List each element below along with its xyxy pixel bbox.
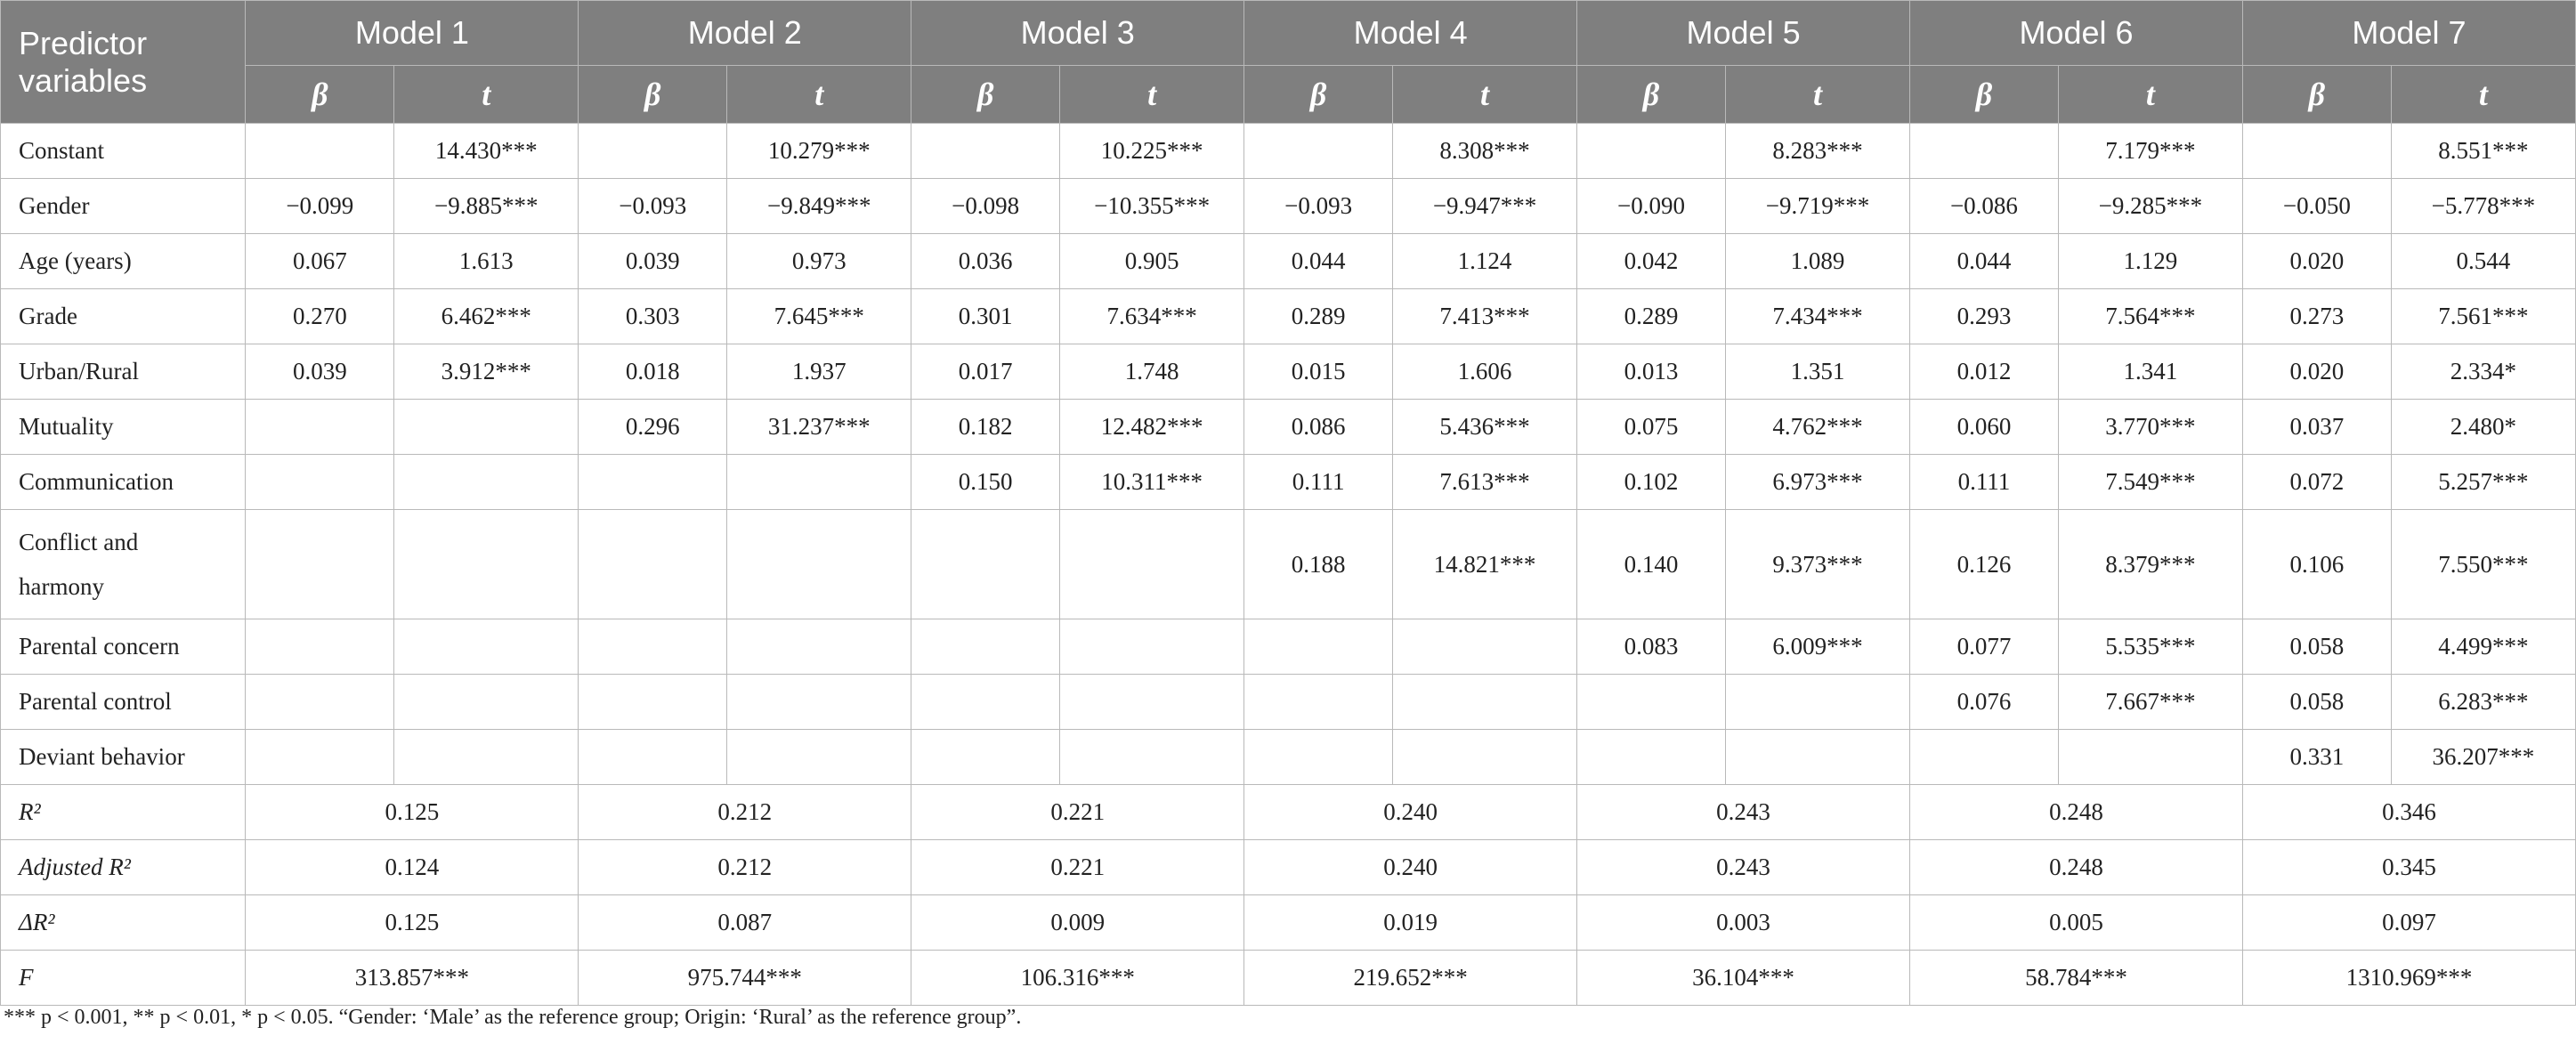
table-cell: 0.303 <box>579 289 727 344</box>
table-cell <box>1393 619 1577 675</box>
table-cell: 0.102 <box>1577 455 1726 510</box>
row-label: Mutuality <box>1 400 246 455</box>
table-cell: 0.039 <box>579 234 727 289</box>
model-5-header: Model 5 <box>1577 1 1910 66</box>
table-cell: 4.499*** <box>2391 619 2575 675</box>
predictor-variables-header: Predictor variables <box>1 1 246 124</box>
table-cell: 0.301 <box>911 289 1060 344</box>
table-cell: −0.093 <box>1244 179 1393 234</box>
table-cell <box>911 675 1060 730</box>
table-cell: 0.182 <box>911 400 1060 455</box>
table-cell: 0.058 <box>2242 675 2391 730</box>
stats-row <box>1 951 2576 1006</box>
stat-value: 0.240 <box>1244 840 1577 895</box>
table-cell: 0.293 <box>1910 289 2059 344</box>
table-cell: 7.613*** <box>1393 455 1577 510</box>
table-cell: 6.462*** <box>394 289 579 344</box>
beta-header-model-2: β <box>579 66 727 124</box>
table-cell: 0.017 <box>911 344 1060 400</box>
stat-label: ΔR² <box>1 895 246 951</box>
table-cell <box>1910 730 2059 785</box>
table-cell: 0.106 <box>2242 510 2391 619</box>
stat-value: 0.345 <box>2242 840 2575 895</box>
table-cell: 6.973*** <box>1725 455 1909 510</box>
stat-value: 0.124 <box>246 840 579 895</box>
table-cell: 7.179*** <box>2058 124 2242 179</box>
table-cell: 0.020 <box>2242 344 2391 400</box>
table-cell <box>727 510 911 619</box>
table-cell <box>1910 124 2059 179</box>
stat-value: 0.087 <box>579 895 911 951</box>
row-label: Grade <box>1 289 246 344</box>
table-cell: 0.188 <box>1244 510 1393 619</box>
table-cell <box>1060 730 1244 785</box>
table-cell: 14.821*** <box>1393 510 1577 619</box>
stats-row <box>1 840 2576 895</box>
t-header-model-4: t <box>1393 66 1577 124</box>
table-cell <box>727 730 911 785</box>
table-cell: 36.207*** <box>2391 730 2575 785</box>
beta-header-model-3: β <box>911 66 1060 124</box>
table-row <box>1 400 2576 455</box>
table-cell: 3.770*** <box>2058 400 2242 455</box>
table-cell: 14.430*** <box>394 124 579 179</box>
table-cell <box>1393 730 1577 785</box>
table-cell: 0.273 <box>2242 289 2391 344</box>
stat-value: 1310.969*** <box>2242 951 2575 1006</box>
table-cell <box>911 619 1060 675</box>
model-4-header: Model 4 <box>1244 1 1577 66</box>
table-cell: 0.289 <box>1577 289 1726 344</box>
table-cell <box>1060 675 1244 730</box>
table-cell: 0.111 <box>1910 455 2059 510</box>
table-cell: 7.561*** <box>2391 289 2575 344</box>
table-cell <box>1725 730 1909 785</box>
table-cell: 10.225*** <box>1060 124 1244 179</box>
table-cell: −0.050 <box>2242 179 2391 234</box>
table-cell: 0.111 <box>1244 455 1393 510</box>
beta-header-model-1: β <box>246 66 394 124</box>
table-cell: 8.379*** <box>2058 510 2242 619</box>
stat-value: 0.221 <box>911 785 1244 840</box>
stat-value: 0.243 <box>1577 785 1910 840</box>
table-cell: 6.283*** <box>2391 675 2575 730</box>
t-header-model-2: t <box>727 66 911 124</box>
table-cell <box>246 455 394 510</box>
table-row <box>1 510 2576 619</box>
table-cell: 4.762*** <box>1725 400 1909 455</box>
table-cell: 5.257*** <box>2391 455 2575 510</box>
t-header-model-3: t <box>1060 66 1244 124</box>
table-cell: 1.124 <box>1393 234 1577 289</box>
row-label: Urban/Rural <box>1 344 246 400</box>
table-cell: −9.719*** <box>1725 179 1909 234</box>
stat-label: R² <box>1 785 246 840</box>
table-cell <box>1244 124 1393 179</box>
row-label: Age (years) <box>1 234 246 289</box>
table-cell: −0.086 <box>1910 179 2059 234</box>
row-label: Communication <box>1 455 246 510</box>
table-cell: 0.067 <box>246 234 394 289</box>
subheader-row <box>1 66 2576 124</box>
row-label: Parental control <box>1 675 246 730</box>
row-label: Gender <box>1 179 246 234</box>
t-header-model-6: t <box>2058 66 2242 124</box>
table-row <box>1 289 2576 344</box>
table-cell: 7.564*** <box>2058 289 2242 344</box>
stat-value: 58.784*** <box>1910 951 2243 1006</box>
table-body <box>1 124 2576 1006</box>
stats-row <box>1 785 2576 840</box>
table-cell: 1.937 <box>727 344 911 400</box>
table-cell: 0.140 <box>1577 510 1726 619</box>
table-cell <box>2058 730 2242 785</box>
table-cell: 6.009*** <box>1725 619 1909 675</box>
table-cell: 0.015 <box>1244 344 1393 400</box>
beta-header-model-6: β <box>1910 66 2059 124</box>
table-cell: 0.036 <box>911 234 1060 289</box>
table-cell <box>579 675 727 730</box>
table-row <box>1 619 2576 675</box>
table-cell: −9.947*** <box>1393 179 1577 234</box>
table-cell <box>1393 675 1577 730</box>
table-cell: 1.089 <box>1725 234 1909 289</box>
row-label: Deviant behavior <box>1 730 246 785</box>
table-cell: 1.606 <box>1393 344 1577 400</box>
table-cell: 10.279*** <box>727 124 911 179</box>
table-cell: 8.551*** <box>2391 124 2575 179</box>
stat-value: 0.009 <box>911 895 1244 951</box>
table-cell: 0.086 <box>1244 400 1393 455</box>
table-cell: 0.039 <box>246 344 394 400</box>
table-cell <box>1725 675 1909 730</box>
table-cell <box>727 619 911 675</box>
table-cell <box>1244 619 1393 675</box>
stat-value: 0.212 <box>579 785 911 840</box>
table-cell: 12.482*** <box>1060 400 1244 455</box>
table-cell: 1.341 <box>2058 344 2242 400</box>
stat-value: 36.104*** <box>1577 951 1910 1006</box>
table-cell: −0.090 <box>1577 179 1726 234</box>
table-cell: 0.060 <box>1910 400 2059 455</box>
table-cell: −9.849*** <box>727 179 911 234</box>
table-cell <box>1244 675 1393 730</box>
table-cell <box>246 730 394 785</box>
stat-value: 106.316*** <box>911 951 1244 1006</box>
table-cell <box>727 455 911 510</box>
table-cell <box>394 510 579 619</box>
table-cell: 1.129 <box>2058 234 2242 289</box>
stat-label: F <box>1 951 246 1006</box>
table-cell: 0.331 <box>2242 730 2391 785</box>
table-cell <box>394 619 579 675</box>
table-cell: 9.373*** <box>1725 510 1909 619</box>
table-cell: 0.037 <box>2242 400 2391 455</box>
table-cell: 31.237*** <box>727 400 911 455</box>
table-row <box>1 344 2576 400</box>
table-cell: 0.075 <box>1577 400 1726 455</box>
table-cell: 0.905 <box>1060 234 1244 289</box>
table-cell: 7.645*** <box>727 289 911 344</box>
stat-value: 313.857*** <box>246 951 579 1006</box>
table-cell <box>1577 675 1726 730</box>
table-cell: 0.013 <box>1577 344 1726 400</box>
table-row <box>1 234 2576 289</box>
table-row <box>1 455 2576 510</box>
table-cell: 0.296 <box>579 400 727 455</box>
table-cell <box>1060 619 1244 675</box>
table-row <box>1 124 2576 179</box>
table-cell: −9.285*** <box>2058 179 2242 234</box>
table-cell: −0.098 <box>911 179 1060 234</box>
model-6-header: Model 6 <box>1910 1 2243 66</box>
table-cell: 7.434*** <box>1725 289 1909 344</box>
table-cell: 8.308*** <box>1393 124 1577 179</box>
table-cell: 0.012 <box>1910 344 2059 400</box>
table-cell <box>727 675 911 730</box>
row-label: Conflict and harmony <box>1 510 246 619</box>
table-cell <box>911 510 1060 619</box>
table-cell: 0.044 <box>1244 234 1393 289</box>
table-cell <box>579 510 727 619</box>
stat-value: 219.652*** <box>1244 951 1577 1006</box>
table-cell: 1.613 <box>394 234 579 289</box>
table-cell: 2.334* <box>2391 344 2575 400</box>
table-cell: 0.289 <box>1244 289 1393 344</box>
stat-value: 0.240 <box>1244 785 1577 840</box>
table-cell: 0.072 <box>2242 455 2391 510</box>
table-cell: 7.413*** <box>1393 289 1577 344</box>
table-cell <box>394 675 579 730</box>
table-cell: 0.083 <box>1577 619 1726 675</box>
table-cell: 0.150 <box>911 455 1060 510</box>
table-cell: −5.778*** <box>2391 179 2575 234</box>
stat-value: 0.005 <box>1910 895 2243 951</box>
table-cell: 0.076 <box>1910 675 2059 730</box>
model-1-header: Model 1 <box>246 1 579 66</box>
table-cell <box>579 619 727 675</box>
table-cell <box>246 124 394 179</box>
t-header-model-5: t <box>1725 66 1909 124</box>
table-cell <box>246 675 394 730</box>
stat-value: 0.125 <box>246 785 579 840</box>
stat-value: 0.212 <box>579 840 911 895</box>
table-cell: 0.270 <box>246 289 394 344</box>
stat-value: 0.003 <box>1577 895 1910 951</box>
table-cell: 5.535*** <box>2058 619 2242 675</box>
table-cell: 0.044 <box>1910 234 2059 289</box>
table-cell <box>1577 124 1726 179</box>
table-cell <box>246 619 394 675</box>
beta-header-model-4: β <box>1244 66 1393 124</box>
table-row <box>1 675 2576 730</box>
table-cell <box>394 455 579 510</box>
table-cell: 1.748 <box>1060 344 1244 400</box>
table-cell: 0.020 <box>2242 234 2391 289</box>
table-row <box>1 179 2576 234</box>
stat-label: Adjusted R² <box>1 840 246 895</box>
stat-value: 0.243 <box>1577 840 1910 895</box>
table-cell: 0.042 <box>1577 234 1726 289</box>
table-cell: −10.355*** <box>1060 179 1244 234</box>
stat-value: 0.248 <box>1910 785 2243 840</box>
stat-value: 975.744*** <box>579 951 911 1006</box>
stat-value: 0.221 <box>911 840 1244 895</box>
table-cell <box>579 455 727 510</box>
stat-value: 0.125 <box>246 895 579 951</box>
table-cell: 7.549*** <box>2058 455 2242 510</box>
table-cell: 10.311*** <box>1060 455 1244 510</box>
table-cell: 8.283*** <box>1725 124 1909 179</box>
stats-row <box>1 895 2576 951</box>
table-cell: −0.093 <box>579 179 727 234</box>
row-label: Constant <box>1 124 246 179</box>
table-cell <box>394 730 579 785</box>
table-cell <box>911 124 1060 179</box>
table-cell <box>2242 124 2391 179</box>
table-cell: 3.912*** <box>394 344 579 400</box>
table-cell <box>579 730 727 785</box>
table-cell <box>1577 730 1726 785</box>
table-cell <box>394 400 579 455</box>
table-cell: 0.077 <box>1910 619 2059 675</box>
table-cell: 7.634*** <box>1060 289 1244 344</box>
table-cell: 0.544 <box>2391 234 2575 289</box>
beta-header-model-5: β <box>1577 66 1726 124</box>
table-row <box>1 730 2576 785</box>
table-cell: 5.436*** <box>1393 400 1577 455</box>
stat-value: 0.097 <box>2242 895 2575 951</box>
table-cell: 7.667*** <box>2058 675 2242 730</box>
table-cell: 7.550*** <box>2391 510 2575 619</box>
table-cell <box>246 400 394 455</box>
stat-value: 0.019 <box>1244 895 1577 951</box>
table-cell: 0.126 <box>1910 510 2059 619</box>
model-2-header: Model 2 <box>579 1 911 66</box>
stat-value: 0.346 <box>2242 785 2575 840</box>
table-cell <box>246 510 394 619</box>
t-header-model-1: t <box>394 66 579 124</box>
footnote: *** p < 0.001, ** p < 0.01, * p < 0.05. “Gender: ‘Male’ as the reference group; Origin: ‘Rural’ as the reference group”. <box>4 1006 1022 1029</box>
table-cell: 0.973 <box>727 234 911 289</box>
table-cell <box>1244 730 1393 785</box>
table-cell: 2.480* <box>2391 400 2575 455</box>
row-label: Parental concern <box>1 619 246 675</box>
table-cell: 1.351 <box>1725 344 1909 400</box>
table-cell: 0.018 <box>579 344 727 400</box>
beta-header-model-7: β <box>2242 66 2391 124</box>
model-3-header: Model 3 <box>911 1 1244 66</box>
table-cell <box>911 730 1060 785</box>
model-7-header: Model 7 <box>2242 1 2575 66</box>
table-cell <box>579 124 727 179</box>
table-cell <box>1060 510 1244 619</box>
stat-value: 0.248 <box>1910 840 2243 895</box>
table-cell: −9.885*** <box>394 179 579 234</box>
table-cell: 0.058 <box>2242 619 2391 675</box>
table-cell: −0.099 <box>246 179 394 234</box>
t-header-model-7: t <box>2391 66 2575 124</box>
table-header <box>1 1 2576 124</box>
